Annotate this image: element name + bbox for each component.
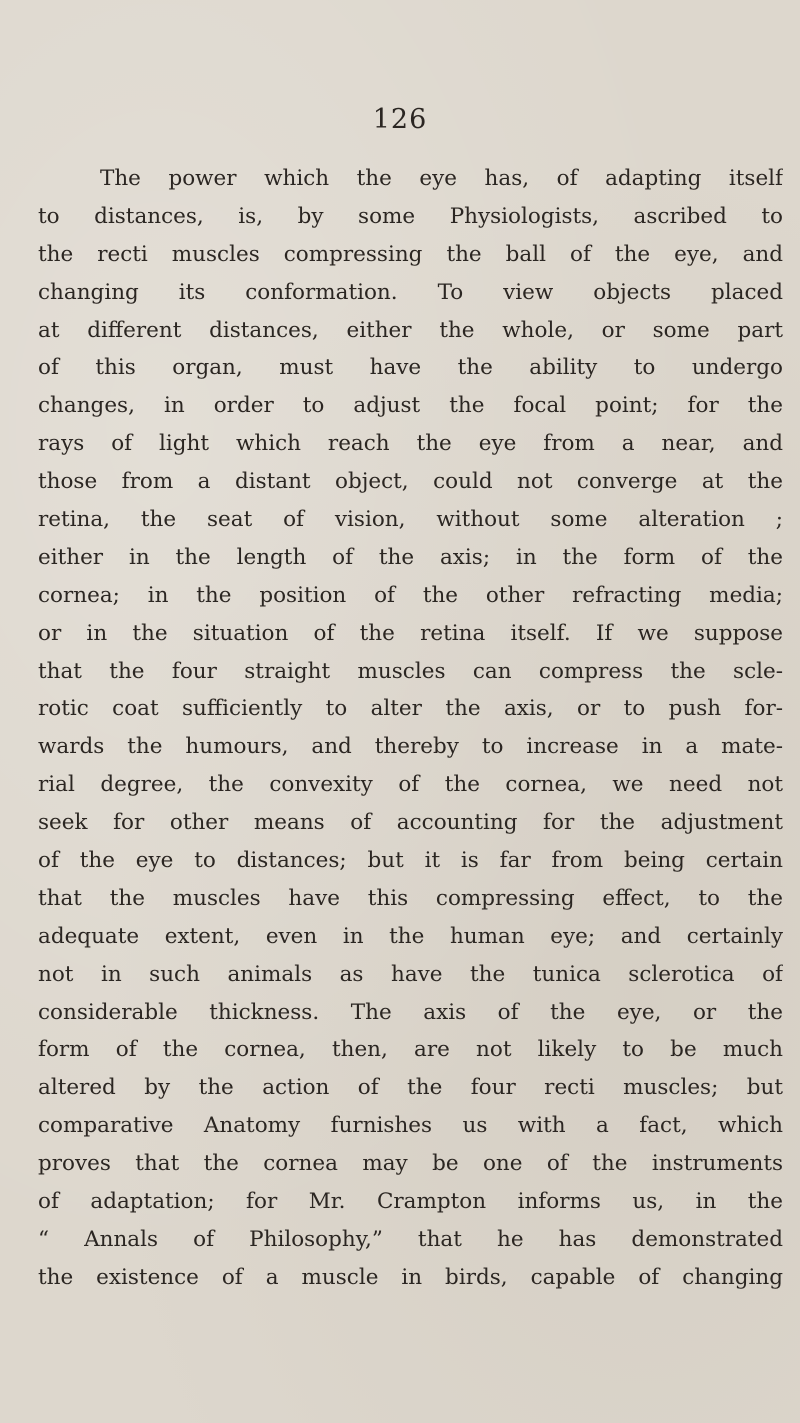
text-line: adequate extent, even in the human eye; and certainly [38,923,783,949]
text-line: proves that the cornea may be one of the instruments [38,1151,783,1177]
text-line: form of the cornea, then, are not likely to be much [38,1037,783,1063]
page-number: 126 [372,104,428,135]
text-line: those from a distant object, could not converge at the [38,469,783,495]
text-line: to distances, is, by some Physiologists, ascribed to [38,203,783,229]
text-line: changing its conformation. To view objects placed [38,279,783,305]
text-line: The power which the eye has, of adapting itself [100,166,783,191]
text-line: the existence of a muscle in birds, capable of changing [38,1264,783,1290]
text-line: cornea; in the position of the other refracting media; [38,582,783,608]
text-line: wards the humours, and thereby to increase in a mate- [38,734,783,760]
text-line: comparative Anatomy furnishes us with a fact, which [38,1113,783,1139]
text-line: altered by the action of the four recti muscles; but [38,1075,783,1101]
text-line: either in the length of the axis; in the form of the [38,544,783,570]
text-line: that the four straight muscles can compress the scle- [38,658,783,684]
text-line: of the eye to distances; but it is far from being certain [38,848,783,874]
text-line: rotic coat sufficiently to alter the axis, or to push for- [38,696,783,722]
text-line: not in such animals as have the tunica sclerotica of [38,961,783,987]
body-text [38,160,783,1297]
text-line: at different distances, either the whole, or some part [38,317,783,343]
text-line: changes, in order to adjust the focal point; for the [38,393,783,419]
text-line: that the muscles have this compressing effect, to the [38,885,783,911]
text-line: or in the situation of the retina itself. If we suppose [38,620,783,646]
text-line: rays of light which reach the eye from a near, and [38,431,783,457]
text-line: the recti muscles compressing the ball of the eye, and [38,241,783,267]
text-line: of adaptation; for Mr. Crampton informs us, in the [38,1189,783,1215]
text-line: of this organ, must have the ability to undergo [38,355,783,381]
text-line: “ Annals of Philosophy,” that he has demonstrated [38,1226,783,1252]
text-line: rial degree, the convexity of the cornea, we need not [38,772,783,798]
text-line: seek for other means of accounting for the adjustment [38,810,783,836]
text-line: retina, the seat of vision, without some alteration ; [38,507,783,533]
text-line: considerable thickness. The axis of the eye, or the [38,999,783,1025]
